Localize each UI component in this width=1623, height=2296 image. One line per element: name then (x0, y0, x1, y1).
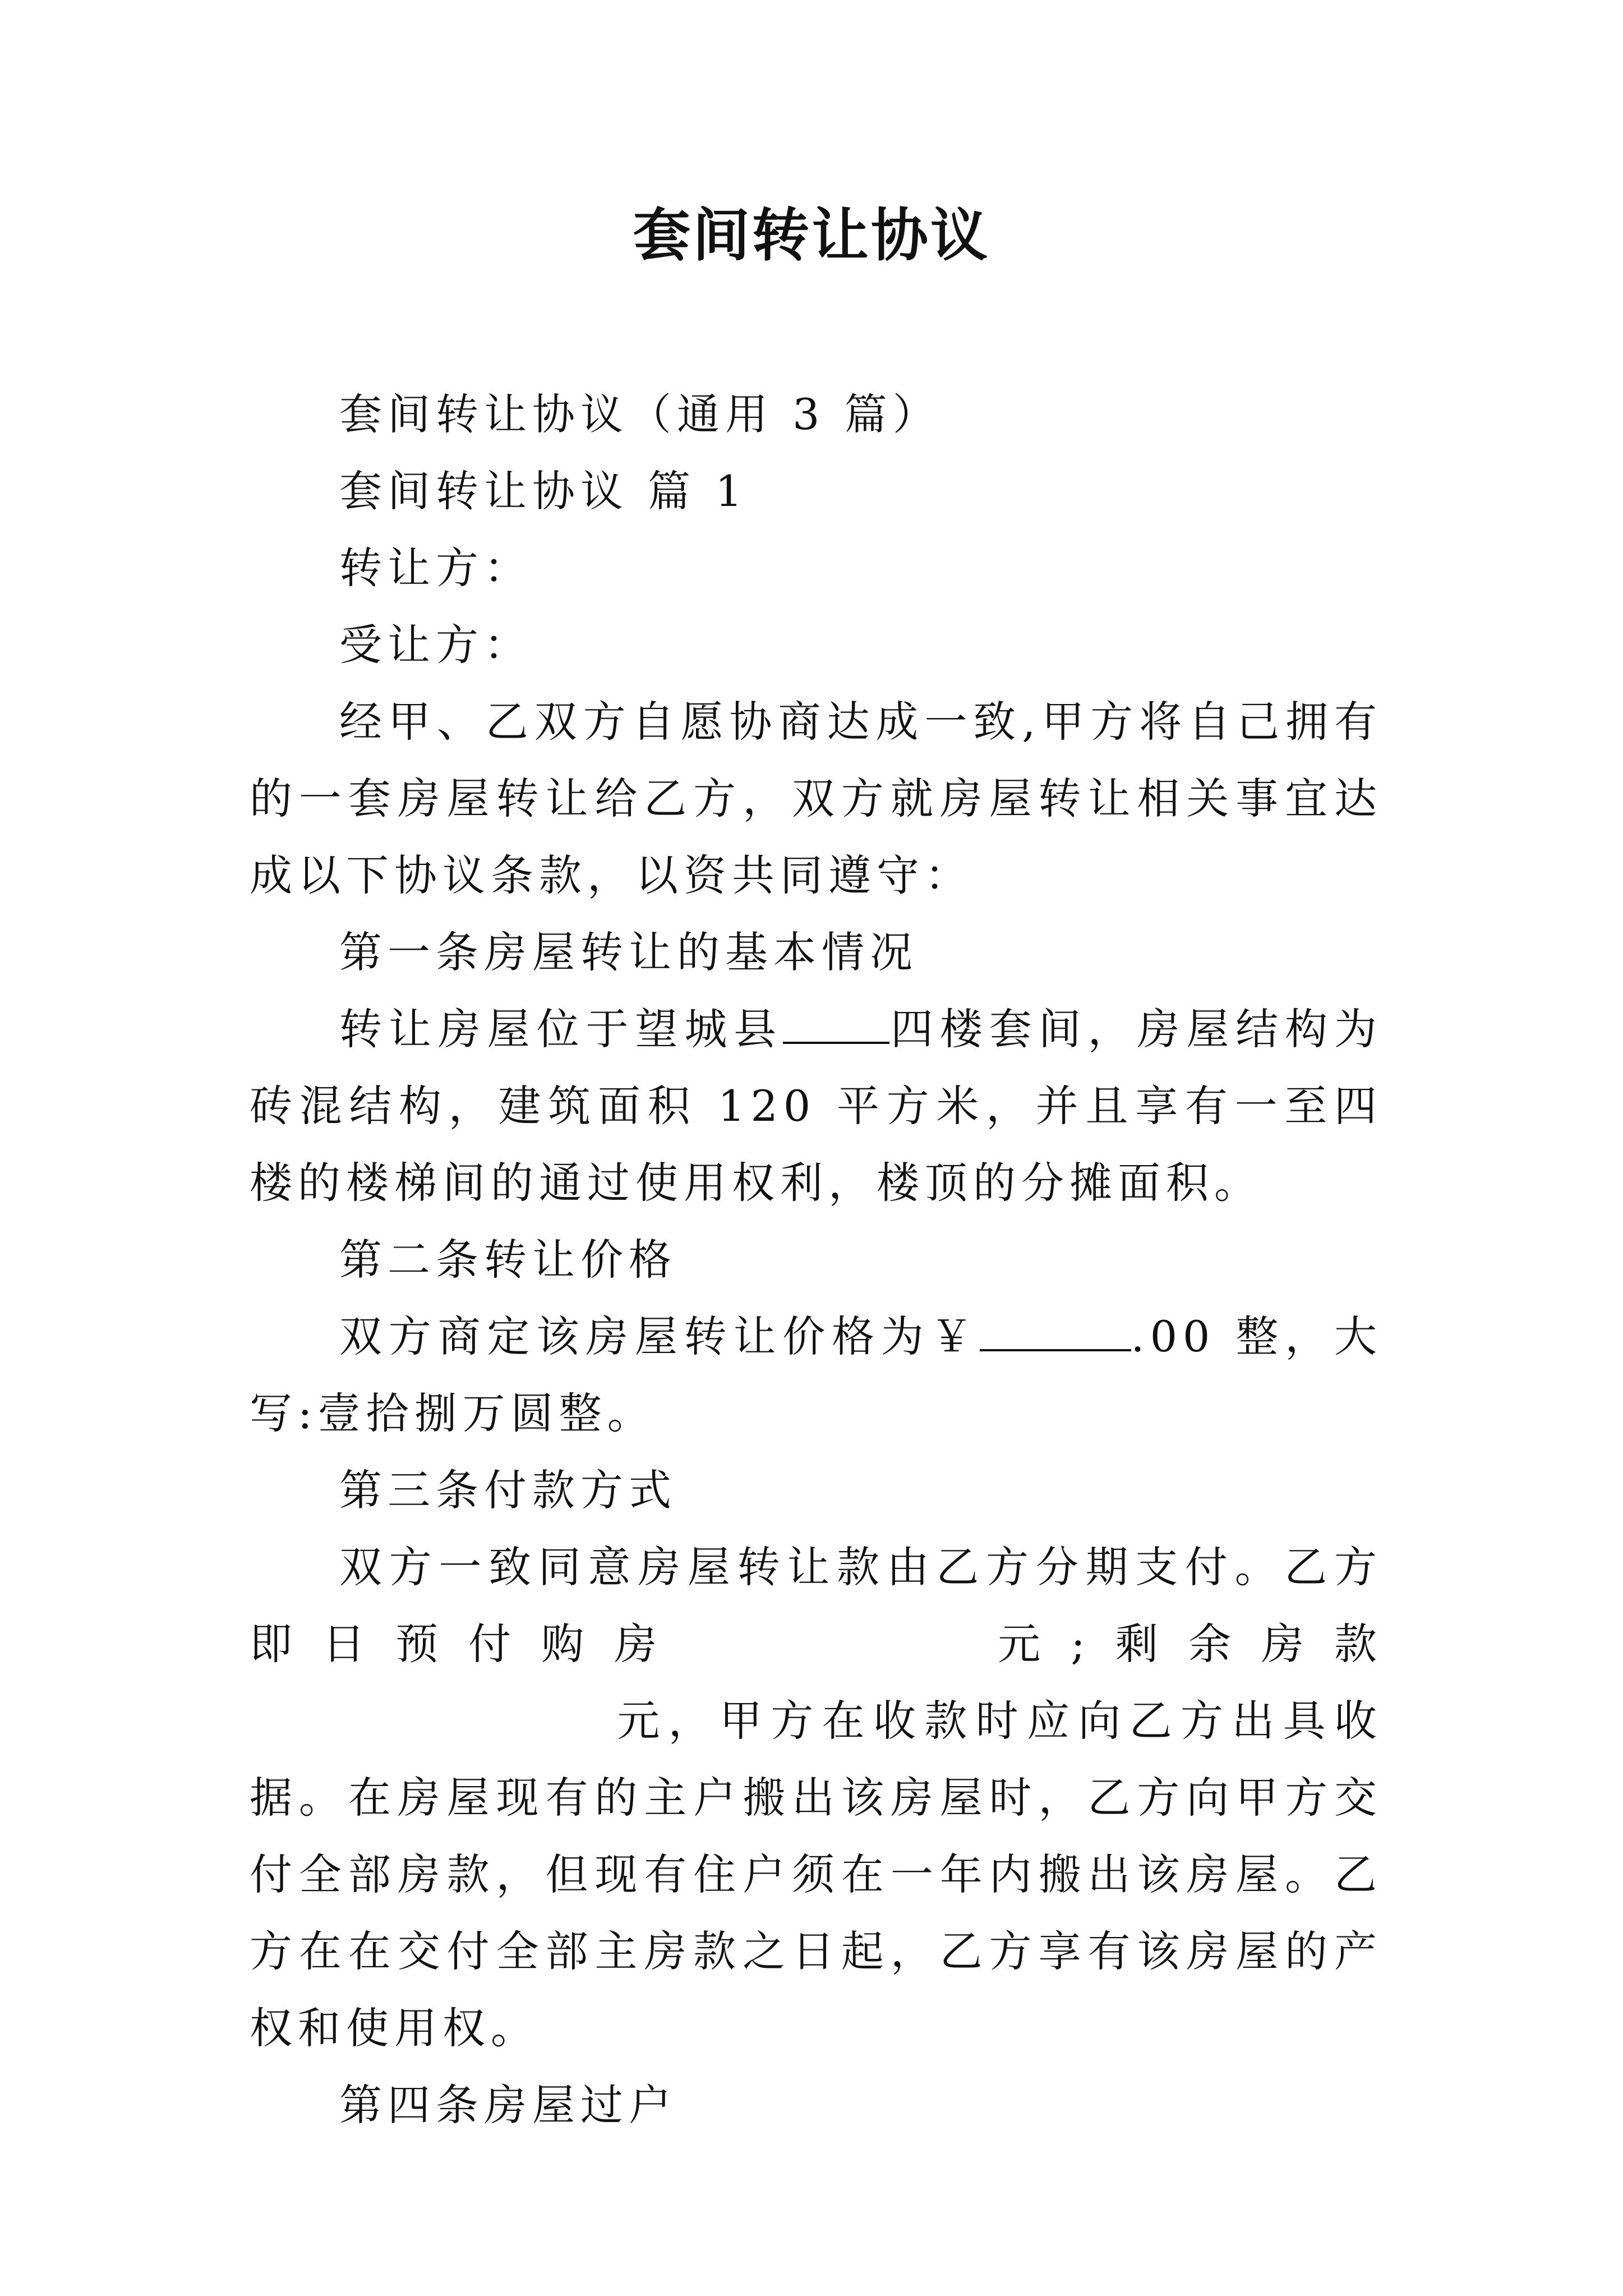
section-heading: 套间转让协议 篇 1 (339, 466, 748, 516)
article2-heading: 第二条转让价格 (339, 1235, 677, 1285)
article3-heading: 第三条付款方式 (339, 1465, 677, 1515)
subtitle-line: 套间转让协议（通用 3 篇） (339, 389, 941, 439)
address-blank (783, 1002, 889, 1044)
article2-paragraph (250, 1298, 1382, 1452)
document-body (250, 376, 1382, 2143)
article4-heading: 第四条房屋过户 (339, 2080, 677, 2130)
article3-text-c: 元，甲方在收款时应向乙方出具收据。在房屋现有的主户搬出该房屋时，乙方向甲方交付全部房款，但现有住户须在一年内搬出该房屋。乙方在在交付全部主房款之日起，乙方享有该房屋的产权和使用权。 (250, 1696, 1382, 2053)
article2-text-a: 双方商定该房屋转让价格为￥ (339, 1312, 980, 1361)
article1-paragraph (250, 991, 1382, 1221)
article1-heading: 第一条房屋转让的基本情况 (339, 927, 918, 977)
article3-text-a: 双方一致同意房屋转让款由乙方分期支付。乙方即日预付购房 (250, 1542, 1382, 1669)
article1-text-b: 四楼套间，房屋结构为砖混结构，建筑面积 120 平方米，并且享有一至四楼的楼梯间的通过使用权利，楼顶的分摊面积。 (250, 1004, 1383, 1208)
article2-text-b: .00 整，大写:壹拾捌万圆整。 (250, 1312, 1383, 1438)
price-blank (980, 1310, 1131, 1351)
document-title: 套间转让协议 (633, 202, 990, 269)
transferor-line: 转让方： (339, 543, 532, 593)
article3-text-b: 元;剩余房款 (973, 1619, 1383, 1669)
article3-paragraph (250, 1529, 1382, 2067)
article1-text-a: 转让房屋位于望城县 (339, 1004, 783, 1054)
transferee-line: 受让方： (339, 620, 532, 670)
intro-paragraph: 经甲、乙双方自愿协商达成一致,甲方将自己拥有的一套房屋转让给乙方，双方就房屋转让相关事宜达成以下协议条款，以资共同遵守： (250, 697, 1382, 900)
